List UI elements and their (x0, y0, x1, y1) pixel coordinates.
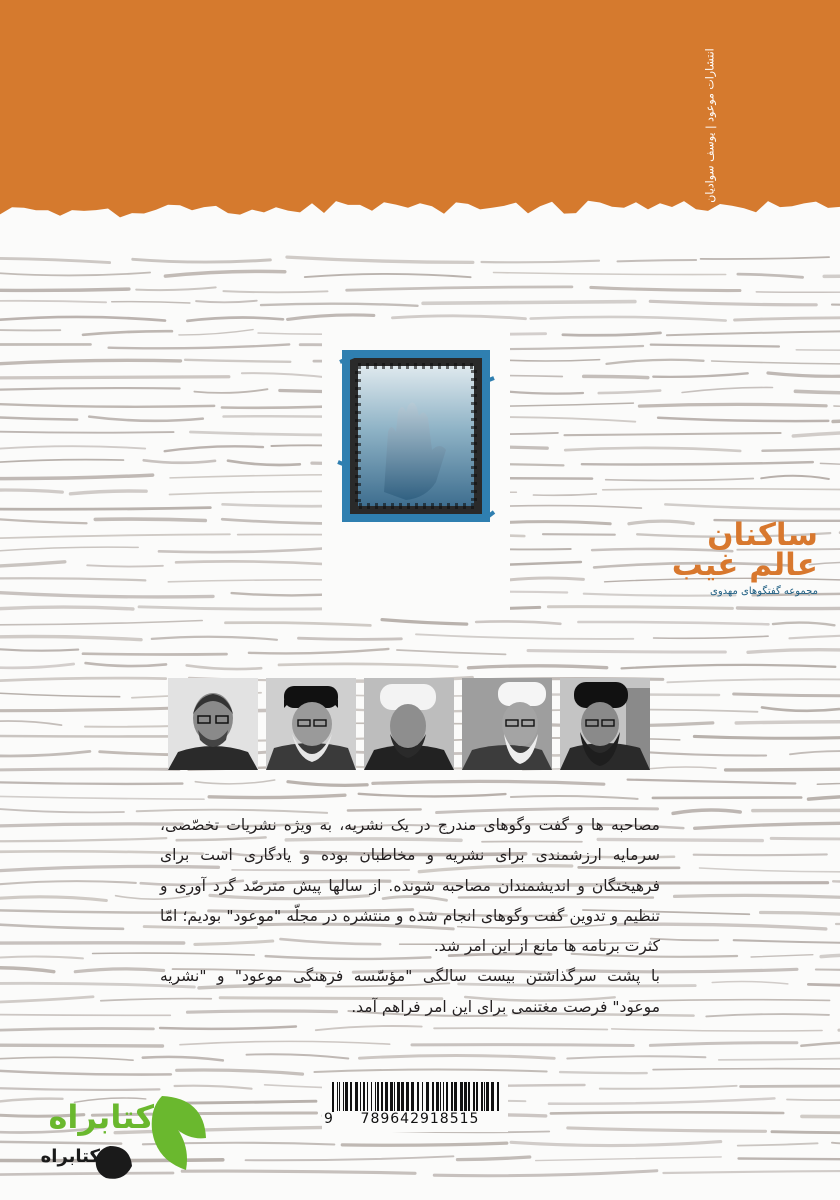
texture-stroke (75, 969, 163, 972)
texture-stroke (738, 607, 840, 609)
texture-stroke (86, 663, 166, 666)
texture-stroke (639, 404, 826, 406)
texture-stroke (0, 388, 180, 390)
texture-stroke (790, 751, 840, 754)
barcode-bar (443, 1082, 444, 1112)
barcode-bar (491, 1082, 494, 1112)
texture-stroke (833, 881, 840, 883)
texture-stroke (299, 638, 402, 639)
texture-stroke (651, 939, 718, 941)
barcode-bar (397, 1082, 400, 1112)
texture-stroke (0, 637, 141, 640)
texture-stroke (261, 304, 418, 306)
texture-stroke (756, 290, 840, 292)
texture-stroke (0, 736, 190, 737)
texture-stroke (314, 1070, 546, 1072)
texture-stroke (382, 620, 467, 625)
texture-stroke (726, 767, 840, 770)
texture-stroke (533, 494, 596, 495)
person-icon (560, 678, 650, 770)
texture-stroke (824, 275, 840, 276)
texture-stroke (287, 257, 473, 262)
person-icon (364, 678, 454, 770)
cover-artwork (336, 342, 496, 528)
texture-stroke (738, 274, 803, 277)
texture-stroke (816, 969, 840, 970)
texture-stroke (249, 649, 389, 653)
texture-stroke (653, 1069, 840, 1070)
barcode-bar (339, 1082, 340, 1112)
texture-stroke (706, 1014, 829, 1016)
texture-stroke (748, 650, 840, 653)
texture-stroke (0, 490, 62, 492)
texture-stroke (560, 1072, 647, 1073)
texture-stroke (0, 1045, 163, 1046)
texture-stroke (180, 1041, 390, 1044)
portrait-photo (462, 678, 552, 770)
texture-stroke (0, 968, 54, 972)
texture-stroke (796, 349, 840, 351)
texture-stroke (0, 417, 77, 420)
barcode-bar (486, 1082, 489, 1112)
texture-stroke (0, 897, 106, 901)
texture-stroke (0, 751, 90, 756)
logo-wordmark: کتابراه (48, 1098, 154, 1136)
texture-stroke (734, 940, 840, 944)
texture-stroke (578, 622, 768, 624)
texture-stroke (187, 665, 262, 669)
texture-stroke (144, 460, 215, 462)
texture-stroke (133, 259, 270, 262)
texture-stroke (801, 1042, 840, 1046)
texture-stroke (793, 432, 840, 436)
texture-stroke (185, 360, 290, 362)
texture-stroke (0, 808, 124, 812)
texture-stroke (772, 1132, 840, 1133)
texture-stroke (591, 287, 740, 290)
texture-stroke (89, 417, 203, 421)
barcode-bar (350, 1082, 352, 1112)
texture-stroke (0, 607, 133, 609)
cover-subtitle: مجموعه گفتگوهای مهدوی (710, 586, 818, 597)
blurb-paragraph-1: مصاحبه ها و گفت وگوهای مندرج در یک نشریه، به ویژه نشریات تخصّصی، سرمایه ارزشمندی برای نشریه و مخاطبان بوده و یادگاری است برای فرهیختگان و اندیشمندان مصاحبه شونده. از سالها پیش مترصّد گرد آوری و تنظیم و تدوین گفت وگوهای انجام شده و منتشره در مجلّه "موعود" بودیم؛ امّا کثرت برنامه ها مانع از این امر شد. (160, 816, 660, 956)
texture-stroke (0, 460, 124, 463)
texture-stroke (753, 810, 840, 811)
portrait-photo (266, 678, 356, 770)
texture-stroke (511, 796, 638, 799)
texture-stroke (0, 475, 153, 479)
barcode-bar (468, 1082, 470, 1112)
texture-stroke (511, 1142, 721, 1146)
barcode-bar (401, 1082, 404, 1112)
barcode-bar (451, 1082, 453, 1112)
barcode-bar (363, 1082, 365, 1112)
texture-stroke (808, 984, 840, 988)
barcode-bar (345, 1082, 348, 1112)
texture-stroke (83, 654, 227, 655)
texture-stroke (0, 693, 120, 697)
texture-stroke (209, 795, 345, 797)
texture-stroke (531, 317, 726, 321)
texture-stroke (83, 331, 172, 335)
barcode-bar (406, 1082, 409, 1112)
texture-stroke (412, 1045, 633, 1046)
texture-stroke (820, 463, 840, 465)
texture-stroke (701, 257, 830, 259)
texture-stroke (0, 957, 83, 959)
texture-stroke (834, 406, 840, 408)
texture-stroke (0, 360, 181, 364)
texture-stroke (95, 519, 205, 520)
texture-stroke (242, 373, 330, 378)
texture-stroke (71, 491, 147, 494)
texture-stroke (0, 1070, 171, 1074)
texture-stroke (790, 634, 840, 638)
barcode-bar (337, 1082, 338, 1112)
texture-stroke (223, 291, 327, 292)
texture-stroke (434, 1171, 657, 1176)
person-icon (168, 678, 258, 770)
texture-stroke (139, 607, 344, 609)
texture-stroke (165, 446, 263, 451)
texture-stroke (549, 1098, 774, 1103)
texture-stroke (494, 273, 726, 275)
texture-stroke (0, 721, 62, 725)
texture-stroke (0, 404, 214, 407)
texture-stroke (0, 446, 145, 449)
texture-stroke (434, 1028, 607, 1029)
texture-stroke (719, 1058, 840, 1060)
texture-stroke (548, 607, 732, 609)
texture-stroke (667, 331, 840, 335)
texture-stroke (795, 391, 840, 393)
texture-stroke (584, 376, 648, 377)
texture-stroke (288, 782, 367, 786)
texture-stroke (771, 838, 840, 839)
texture-stroke (194, 389, 267, 393)
texture-stroke (650, 1043, 797, 1046)
barcode-bar (417, 1082, 419, 1112)
texture-stroke (650, 301, 816, 305)
texture-stroke (599, 391, 660, 394)
texture-stroke (582, 462, 813, 464)
barcode-bar (332, 1082, 334, 1112)
texture-stroke (179, 330, 253, 335)
cover-title-line-2: عالم غیب (671, 547, 818, 583)
texture-stroke (739, 1159, 840, 1160)
texture-stroke (802, 1114, 840, 1116)
texture-stroke (612, 1029, 822, 1031)
person-icon (266, 678, 356, 770)
blurb (160, 810, 660, 1022)
texture-stroke (675, 895, 840, 899)
texture-stroke (751, 955, 813, 957)
texture-stroke (152, 637, 277, 640)
texture-stroke (832, 305, 840, 306)
barcode-bar (367, 1082, 368, 1112)
texture-stroke (673, 810, 740, 813)
texture-stroke (528, 651, 725, 652)
texture-stroke (762, 707, 839, 710)
texture-stroke (622, 665, 836, 669)
texture-stroke (0, 1057, 133, 1060)
texture-stroke (0, 592, 213, 597)
barcode-bar (385, 1082, 388, 1112)
texture-stroke (809, 795, 840, 799)
texture-stroke (0, 664, 74, 668)
logo-wordmark-small: کتابراه (40, 1146, 100, 1167)
texture-stroke (416, 634, 633, 639)
texture-stroke (694, 736, 840, 738)
texture-stroke (187, 318, 283, 321)
texture-stroke (651, 345, 779, 347)
texture-stroke (551, 1112, 783, 1113)
texture-stroke (712, 361, 840, 364)
texture-stroke (373, 781, 604, 784)
texture-stroke (0, 997, 93, 1003)
spine-label (690, 30, 730, 220)
texture-stroke (0, 578, 145, 580)
texture-stroke (0, 289, 129, 290)
texture-stroke (628, 780, 796, 784)
barcode-bar (394, 1082, 395, 1112)
texture-stroke (0, 301, 106, 302)
texture-stroke (568, 1128, 766, 1131)
texture-stroke (195, 780, 274, 784)
barcode-bar (390, 1082, 393, 1112)
texture-stroke (0, 377, 229, 378)
texture-stroke (0, 1028, 153, 1030)
texture-stroke (821, 955, 840, 957)
barcode-bar (481, 1082, 483, 1112)
texture-stroke (832, 1143, 840, 1145)
texture-stroke (0, 562, 65, 567)
texture-stroke (196, 301, 257, 303)
cover-title-line-1: ساکنان (707, 517, 818, 553)
texture-stroke (0, 769, 179, 770)
texture-stroke (738, 1143, 818, 1145)
texture-stroke (0, 838, 166, 841)
texture-stroke (761, 476, 829, 479)
texture-stroke (536, 1157, 722, 1161)
portrait-photo (560, 678, 650, 770)
texture-stroke (0, 534, 230, 538)
texture-stroke (694, 854, 827, 855)
texture-stroke (360, 1055, 555, 1058)
portrait-strip (168, 678, 652, 770)
barcode-bar (411, 1082, 414, 1112)
texture-stroke (563, 333, 661, 335)
texture-stroke (359, 794, 506, 797)
cover-title (658, 517, 818, 583)
barcode-bar (377, 1082, 379, 1112)
texture-stroke (0, 258, 110, 262)
barcode-first-digit: 9 (324, 1111, 333, 1127)
texture-stroke (305, 274, 471, 277)
texture-stroke (247, 1054, 349, 1058)
texture-stroke (833, 420, 840, 422)
barcode-bar (355, 1082, 358, 1112)
texture-stroke (773, 623, 834, 626)
texture-stroke (700, 868, 840, 872)
texture-stroke (0, 519, 87, 524)
texture-stroke (735, 318, 840, 320)
barcode-bar (381, 1082, 383, 1112)
texture-stroke (658, 418, 828, 421)
texture-stroke (482, 261, 600, 263)
texture-stroke (0, 678, 166, 681)
portrait-photo (168, 678, 258, 770)
texture-stroke (787, 1099, 840, 1101)
texture-stroke (0, 508, 210, 510)
texture-stroke (650, 767, 716, 769)
texture-stroke (458, 1157, 530, 1160)
texture-stroke (836, 924, 840, 929)
texture-stroke (177, 1070, 303, 1074)
texture-stroke (763, 447, 840, 451)
texture-stroke (182, 1171, 415, 1173)
texture-stroke (600, 1086, 737, 1089)
barcode-digits: 789642918515 (336, 1111, 504, 1131)
barcode-bar (422, 1082, 423, 1112)
barcode-bar (360, 1082, 361, 1112)
texture-stroke (0, 621, 202, 625)
texture-stroke (0, 782, 182, 784)
barcode-bar (497, 1082, 499, 1112)
texture-stroke (159, 548, 333, 552)
texture-stroke (0, 317, 165, 321)
texture-stroke (653, 373, 747, 377)
texture-stroke (607, 360, 704, 364)
texture-stroke (469, 666, 607, 668)
texture-stroke (175, 1086, 252, 1089)
texture-stroke (665, 504, 840, 509)
texture-stroke (393, 316, 526, 319)
barcode-bar (436, 1082, 439, 1112)
texture-stroke (176, 561, 332, 564)
texture-stroke (226, 623, 371, 626)
texture-stroke (279, 664, 457, 667)
barcode-bar (464, 1082, 467, 1112)
texture-stroke (228, 461, 300, 465)
barcode-bar (343, 1082, 344, 1112)
texture-stroke (0, 432, 174, 433)
texture-stroke (476, 621, 560, 623)
barcode-bar (476, 1082, 478, 1112)
texture-stroke (603, 489, 840, 490)
barcode-bar (473, 1082, 475, 1112)
texture-stroke (0, 796, 204, 799)
barcode-bar (432, 1082, 434, 1112)
texture-stroke (136, 287, 216, 290)
texture-stroke (347, 287, 572, 290)
barcode-bar (440, 1082, 441, 1112)
blurb-paragraph-2: با پشت سرگذاشتن بیست سالگی "مؤسّسه فرهنگی موعود" و "نشریه موعود" فرصت مغتنمی برای این امر فراهم آمد. (160, 967, 660, 1016)
texture-stroke (0, 824, 182, 826)
barcode-bar (454, 1082, 457, 1112)
texture-stroke (397, 650, 506, 654)
texture-stroke (606, 479, 754, 481)
barcode-bar (460, 1082, 463, 1112)
spine-text: انتشارات موعود | یوسف سوادیان (703, 47, 717, 203)
texture-stroke (0, 547, 138, 551)
texture-stroke (817, 780, 840, 784)
texture-stroke (567, 1056, 705, 1058)
texture-stroke (0, 1015, 170, 1016)
texture-stroke (565, 433, 781, 435)
texture-stroke (682, 387, 772, 392)
texture-stroke (667, 679, 840, 682)
texture-stroke (0, 330, 60, 331)
person-icon (462, 678, 552, 770)
texture-stroke (165, 271, 284, 276)
texture-stroke (712, 982, 788, 984)
texture-stroke (0, 924, 123, 929)
texture-stroke (0, 273, 150, 276)
barcode-bar (371, 1082, 372, 1112)
texture-stroke (654, 636, 769, 638)
barcode-bar (446, 1082, 448, 1112)
texture-stroke (0, 881, 136, 885)
texture-stroke (87, 565, 163, 566)
portrait-photo (364, 678, 454, 770)
texture-stroke (423, 302, 635, 304)
texture-stroke (507, 360, 599, 361)
cover-thumbnail (322, 330, 510, 616)
barcode-bar (426, 1082, 429, 1112)
texture-stroke (0, 708, 177, 711)
texture-stroke (246, 1156, 454, 1160)
texture-stroke (736, 722, 840, 723)
texture-stroke (109, 344, 290, 348)
texture-stroke (160, 1027, 296, 1029)
texture-stroke (695, 823, 840, 828)
texture-stroke (768, 373, 840, 376)
texture-stroke (143, 1057, 223, 1061)
texture-stroke (565, 448, 740, 451)
barcode-bar (484, 1082, 485, 1112)
texture-stroke (288, 315, 374, 319)
barcode-bar (375, 1082, 376, 1112)
texture-stroke (543, 534, 615, 535)
texture-stroke (0, 649, 78, 651)
texture-stroke (342, 1143, 507, 1145)
texture-stroke (663, 1171, 840, 1173)
texture-stroke (618, 260, 697, 261)
texture-stroke (761, 912, 840, 914)
texture-stroke (112, 302, 190, 303)
texture-stroke (316, 1026, 422, 1030)
texture-stroke (734, 694, 840, 696)
